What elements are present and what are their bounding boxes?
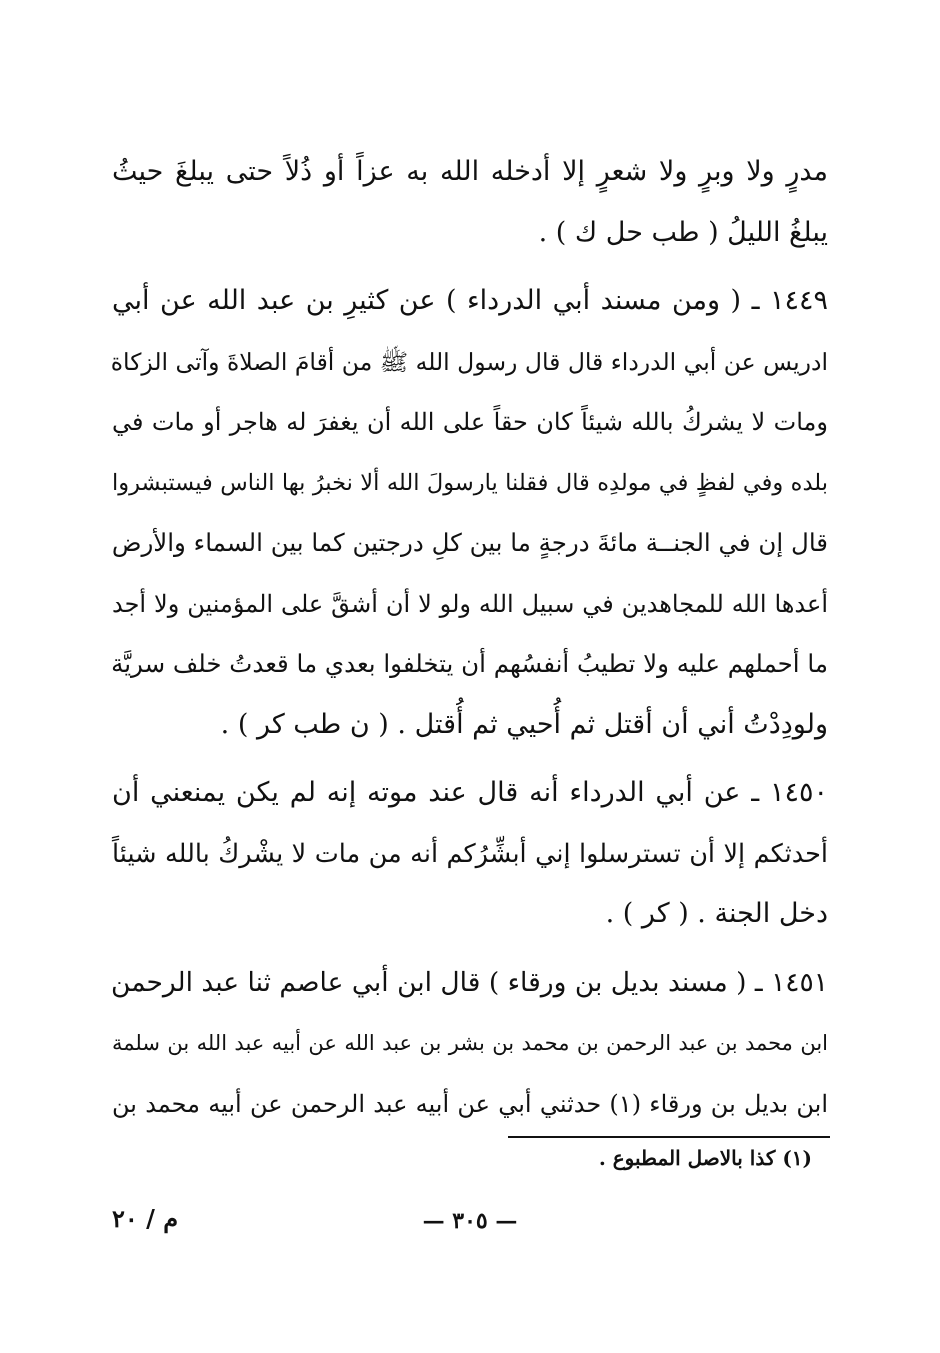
paragraph-continuation	[112, 142, 828, 263]
footnote-divider	[508, 1136, 830, 1138]
text-line: أعدها الله للمجاهدين في سبيل الله ولو لا أن أشقَّ على المؤمنين ولا أجد	[112, 589, 828, 618]
hadith-1450	[112, 763, 828, 945]
printer-signature: م / ٢٠	[112, 1204, 179, 1233]
text-line: ١٤٥١ ـ ( مسند بديل بن ورقاء ) قال ابن أبي عاصم ثنا عبد الرحمن	[111, 966, 828, 998]
text-line: ادريس عن أبي الدرداء قال قال رسول الله ﷺ من أقامَ الصلاةَ وآتى الزكاة	[110, 347, 828, 376]
body-text	[112, 142, 828, 1134]
text-line: ١٤٤٩ ـ ( ومن مسند أبي الدرداء ) عن كثيرِ بن عبد الله عن أبي	[112, 285, 828, 316]
page-number: — ٣٠٥ —	[422, 1208, 518, 1234]
text-line: ولودِدْتُ أني أن أقتل ثم أُحيي ثم أُقتل . ( ن طب كر ) .	[220, 708, 828, 740]
text-line: ما أحملهم عليه ولا تطيبُ أنفسُهم أن يتخلفوا بعدي ما قعدتُ خلف سريَّة	[111, 649, 828, 678]
text-line: قال إن في الجنــة مائةَ درجةٍ ما بين كلِ درجتين كما بين السماء والأرض	[111, 528, 828, 557]
text-line: بلده وفي لفظٍ في مولدِه قال فقلنا يارسولَ الله ألا نخبرُ بها الناس فيستبشروا	[112, 469, 828, 496]
text-line: ١٤٥٠ ـ عن أبي الدرداء أنه قال عند موته إنه لم يكن يمنعني أن	[112, 777, 828, 808]
text-line: ومات لا يشركُ بالله شيئاً كان حقاً على الله أن يغفرَ له هاجر أو مات في	[112, 408, 828, 436]
hadith-1449	[112, 271, 828, 755]
text-line: دخل الجنة . ( كر ) .	[605, 898, 828, 929]
text-line: يبلغُ الليلُ ( طب حل ك ) .	[538, 216, 828, 248]
text-line: ابن محمد بن عبد الرحمن بن محمد بن بشر بن عبد الله عن أبيه عبد الله بن سلمة	[112, 1031, 828, 1055]
hadith-1451	[112, 953, 828, 1135]
text-line: مدرٍ ولا وبرٍ ولا شعرٍ إلا أدخله الله به عزاً أو ذُلاً حتى يبلغَ حيثُ	[112, 156, 828, 187]
footnote: (١) كذا بالاصل المطبوع .	[598, 1146, 812, 1170]
text-line: ابن بديل بن ورقاء (١) حدثني أبي عن أبيه عبد الرحمن عن أبيه محمد بن	[112, 1089, 828, 1118]
text-line: أحدثكم إلا أن تسترسلوا إني أبشِّرُكم أنه من مات لا يشْركُ بالله شيئاً	[112, 838, 828, 869]
